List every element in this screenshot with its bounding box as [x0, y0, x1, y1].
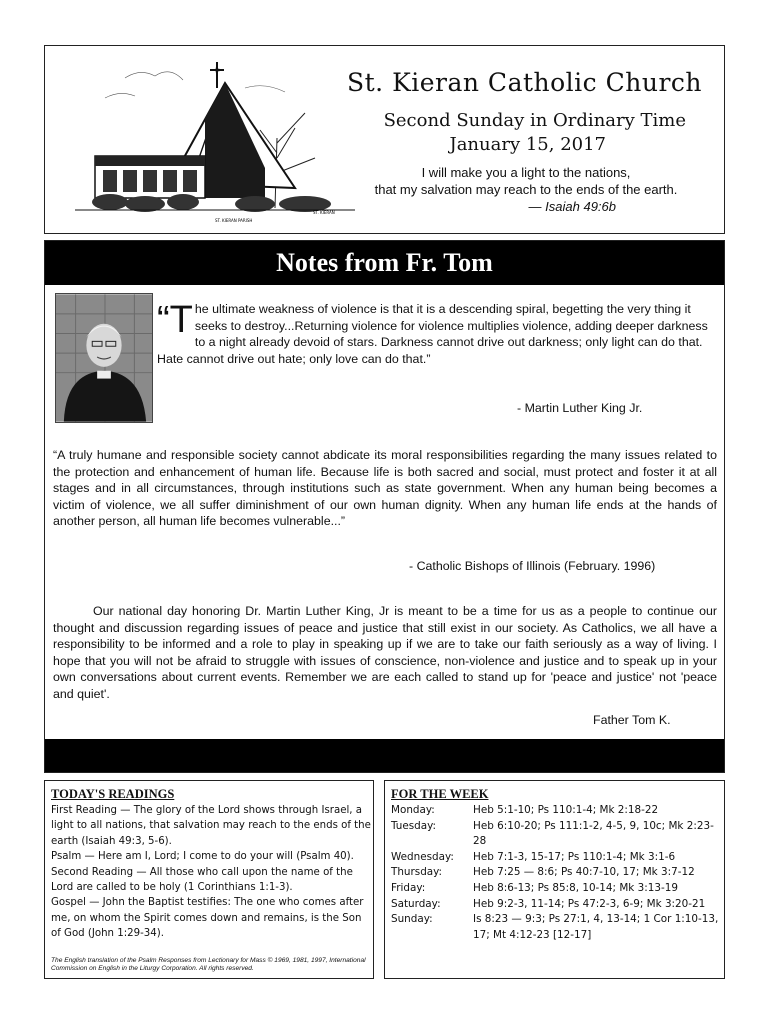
day-readings: Heb 5:1-10; Ps 110:1-4; Mk 2:18-22	[473, 804, 659, 816]
church-name: St. Kieran Catholic Church	[347, 68, 702, 97]
day-readings: Heb 8:6-13; Ps 85:8, 10-14; Mk 3:13-19	[473, 881, 678, 894]
psalm-label: Psalm	[51, 851, 82, 863]
verse-line-1: I will make you a light to the nations,	[421, 165, 631, 180]
day-name: Sunday:	[391, 913, 433, 926]
day-name: Friday:	[391, 881, 426, 894]
mlk-quote-text: he ultimate weakness of violence is that it is a descending spiral, begetting the very thing it seeks to destroy...Returning violence for violence multiplies violence, adding deeper darkness to a night already devoid of stars. Darkness cannot drive out darkness; only light can do that. Hate cannot drive out hate; only love can do that.”	[157, 302, 708, 366]
week-table	[391, 803, 719, 943]
table-row	[391, 912, 719, 943]
first-reading-label: First Reading	[51, 805, 118, 816]
pastor-signature: Father Tom K.	[593, 713, 671, 727]
week-title: FOR THE WEEK	[391, 787, 489, 801]
header-box	[44, 45, 725, 234]
day-name: Saturday:	[391, 897, 441, 910]
priest-portrait	[55, 293, 153, 423]
bishops-attribution: - Catholic Bishops of Illinois (February. 1996)	[409, 559, 656, 573]
table-row	[391, 897, 719, 913]
second-reading-text: — All those who call upon the name of the Lord are called to be holy (1 Corinthians 1:1-3).	[51, 866, 353, 894]
todays-readings	[44, 780, 374, 979]
mlk-quote	[157, 301, 717, 367]
psalm-text: — Here am I, Lord; I come to do your will (Psalm 40).	[81, 851, 354, 863]
copyright-notice: The English translation of the Psalm Responses from Lectionary for Mass © 1969, 1981, 1997, International Commission on English in the Liturgy Corporation. All rights reserved.	[51, 957, 366, 972]
church-illustration	[65, 58, 365, 226]
day-readings: Is 8:23 — 9:3; Ps 27:1, 4, 13-14; 1 Cor 1:10-13, 17; Mt 4:12-23 [12-17]	[473, 913, 719, 941]
gospel-text: — John the Baptist testifies: The one who comes after me, on whom the Spirit comes down and remains, is the Son of God (John 1:29-34).	[51, 897, 364, 940]
verse-citation: — Isaiah 49:6b	[528, 199, 616, 214]
day-readings: Heb 6:10-20; Ps 111:1-2, 4-5, 9, 10c; Mk 2:23-28	[473, 819, 714, 848]
day-name: Wednesday:	[391, 850, 454, 863]
second-reading-label: Second Reading	[51, 866, 134, 878]
notes-footer-bar	[45, 739, 724, 772]
notes-section	[44, 240, 725, 773]
day-readings: Heb 7:25 — 8:6; Ps 40:7-10, 17; Mk 3:7-12	[473, 866, 695, 879]
notes-title: Notes from Fr. Tom	[45, 241, 724, 285]
first-reading-text: — The glory of the Lord shows through Israel, a light to all nations, that salvation may reach to the ends of the earth (Isaiah 49:3, 5-6).	[51, 805, 371, 847]
day-readings: Heb 9:2-3, 11-14; Ps 47:2-3, 6-9; Mk 3:20-21	[473, 897, 706, 910]
pastor-message: Our national day honoring Dr. Martin Luther King, Jr is meant to be a time for us as a people to continue our thought and discussion regarding issues of peace and justice that still exist in our society. As Catholics, we all have a responsibility to be informed and a role to play in speaking up if we are to take our faith seriously as a way of living. I hope that you will not be afraid to struggle with issues of conscience, non-violence and justice and to speak up in your own conversations about current events. Remember we are each called to stand up for 'peace and justice' not 'peace and quiet'.	[53, 604, 717, 701]
verse-line-2: that my salvation may reach to the ends of the earth.	[374, 182, 678, 197]
drawing-label-left: ST. KIERAN PARISH	[215, 218, 253, 223]
mlk-attribution: - Martin Luther King Jr.	[517, 401, 643, 415]
quote-initial: “T	[157, 299, 193, 341]
drawing-label-right: ST. KIERAN	[313, 210, 335, 215]
liturgical-occasion: Second Sunday in Ordinary Time	[383, 110, 686, 131]
bulletin-date: January 15, 2017	[449, 134, 606, 155]
day-readings: Heb 7:1-3, 15-17; Ps 110:1-4; Mk 3:1-6	[473, 850, 676, 863]
day-name: Thursday:	[391, 866, 443, 879]
table-row	[391, 819, 719, 850]
weekly-readings	[384, 780, 725, 979]
table-row	[391, 881, 719, 897]
day-name: Monday:	[391, 804, 435, 816]
table-row	[391, 850, 719, 866]
gospel-label: Gospel	[51, 897, 86, 909]
table-row	[391, 803, 719, 819]
day-name: Tuesday:	[391, 819, 437, 832]
scripture-verse	[346, 164, 706, 215]
bishops-quote: “A truly humane and responsible society cannot abdicate its moral responsibilities regarding the many issues related to the protection and enhancement of human life. Because life is both sacred and social, must protect and foster it at all stages and in all circumstances, through institutions such as state government. When any human being becomes a victim of violence, we all suffer diminishment of our own human dignity. When any human life ends at the hands of another person, all human life becomes vulnerable...”	[53, 448, 717, 528]
table-row	[391, 865, 719, 881]
readings-list	[51, 803, 371, 942]
readings-title: TODAY'S READINGS	[51, 787, 175, 801]
